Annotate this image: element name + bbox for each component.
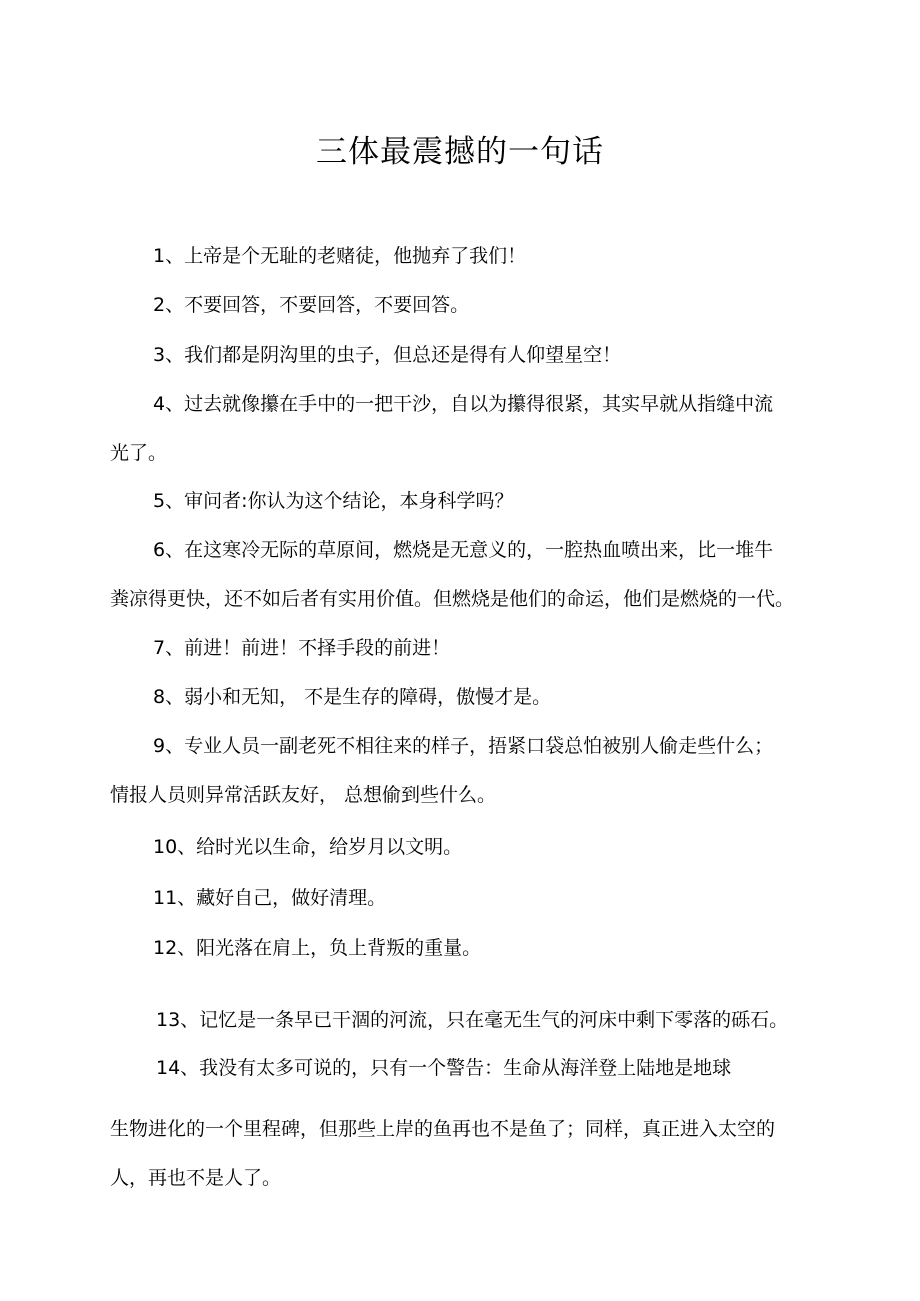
quote-4-continued: 光了。	[110, 442, 168, 464]
quote-14: 14、我没有太多可说的，只有一个警告：生命从海洋登上陆地是地球	[156, 1057, 732, 1079]
quote-6: 6、在这寒冷无际的草原间，燃烧是无意义的，一腔热血喷出来，比一堆牛	[153, 539, 774, 561]
quote-6-continued: 粪凉得更快，还不如后者有实用价值。但燃烧是他们的命运，他们是燃烧的一代。	[110, 588, 795, 610]
quote-11: 11、藏好自己，做好清理。	[153, 887, 387, 909]
quote-3: 3、我们都是阴沟里的虫子，但总还是得有人仰望星空！	[153, 344, 622, 366]
quote-13: 13、记忆是一条早已干涸的河流，只在毫无生气的河床中剩下零落的砾石。	[156, 1009, 789, 1031]
quote-10: 10、给时光以生命，给岁月以文明。	[153, 836, 463, 858]
quote-9-continued: 情报人员则异常活跃友好， 总想偷到些什么。	[110, 784, 497, 806]
quote-12: 12、阳光落在肩上，负上背叛的重量。	[153, 937, 482, 959]
quote-14-end: 人，再也不是人了。	[110, 1167, 282, 1189]
quote-1: 1、上帝是个无耻的老赌徒，他抛弃了我们！	[153, 245, 527, 267]
quote-8: 8、弱小和无知， 不是生存的障碍，傲慢才是。	[153, 686, 552, 708]
quote-9: 9、专业人员一副老死不相往来的样子，捂紧口袋总怕被别人偷走些什么；	[153, 735, 774, 757]
quote-5: 5、审问者:你认为这个结论，本身科学吗？	[153, 490, 514, 512]
quote-7: 7、前进！前进！不择手段的前进！	[153, 637, 451, 659]
quote-4: 4、过去就像攥在手中的一把干沙，自以为攥得很紧，其实早就从指缝中流	[153, 393, 774, 415]
document-title: 三体最震撼的一句话	[316, 134, 604, 170]
quote-2: 2、不要回答，不要回答，不要回答。	[153, 294, 470, 316]
quote-14-continued: 生物进化的一个里程碑，但那些上岸的鱼再也不是鱼了；同样，真正进入太空的	[110, 1118, 776, 1140]
